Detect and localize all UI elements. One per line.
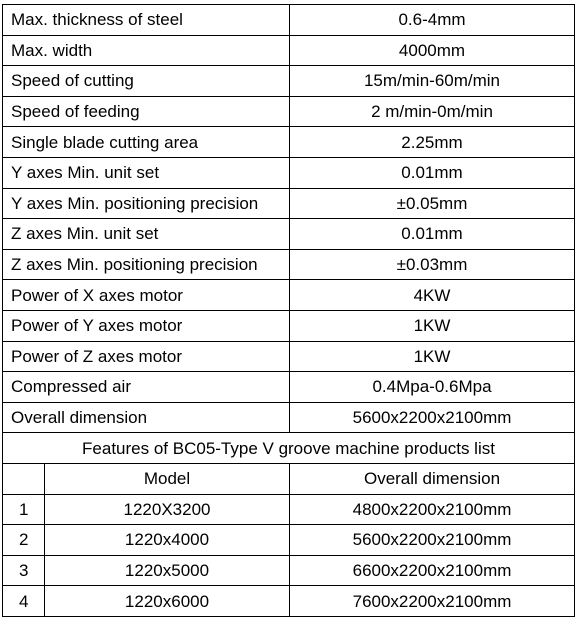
spec-value: 4KW xyxy=(290,280,575,311)
spec-label: Overall dimension xyxy=(3,402,290,433)
products-caption: Features of BC05-Type V groove machine products list xyxy=(3,433,575,464)
spec-label: Z axes Min. positioning precision xyxy=(3,249,290,280)
dimension-cell: 6600x2200x2100mm xyxy=(290,555,575,586)
dimension-column-header: Overall dimension xyxy=(290,463,575,494)
spec-value: 0.4Mpa-0.6Mpa xyxy=(290,372,575,403)
table-row xyxy=(3,525,575,556)
spec-label: Y axes Min. positioning precision xyxy=(3,188,290,219)
spec-value: 1KW xyxy=(290,341,575,372)
dimension-cell: 4800x2200x2100mm xyxy=(290,494,575,525)
spec-row xyxy=(3,249,575,280)
spec-row xyxy=(3,127,575,158)
spec-label: Max. thickness of steel xyxy=(3,5,290,36)
spec-label: Power of X axes motor xyxy=(3,280,290,311)
index-header-cell xyxy=(3,463,45,494)
row-number: 2 xyxy=(3,525,45,556)
spec-label: Y axes Min. unit set xyxy=(3,157,290,188)
table-row xyxy=(3,494,575,525)
spec-value: 5600x2200x2100mm xyxy=(290,402,575,433)
table-row xyxy=(3,586,575,617)
spec-value: 4000mm xyxy=(290,35,575,66)
spec-label: Power of Z axes motor xyxy=(3,341,290,372)
spec-row xyxy=(3,35,575,66)
spec-row xyxy=(3,96,575,127)
spec-row xyxy=(3,341,575,372)
products-header-row xyxy=(3,463,575,494)
dimension-cell: 7600x2200x2100mm xyxy=(290,586,575,617)
spec-value: 2.25mm xyxy=(290,127,575,158)
spec-value: 1KW xyxy=(290,310,575,341)
spec-label: Max. width xyxy=(3,35,290,66)
spec-value: ±0.05mm xyxy=(290,188,575,219)
row-number: 3 xyxy=(3,555,45,586)
spec-value: ±0.03mm xyxy=(290,249,575,280)
spec-row xyxy=(3,157,575,188)
spec-label: Speed of feeding xyxy=(3,96,290,127)
spec-value: 0.01mm xyxy=(290,157,575,188)
spec-value: 0.01mm xyxy=(290,219,575,250)
model-column-header: Model xyxy=(45,463,290,494)
products-caption-row xyxy=(3,433,575,464)
spec-label: Speed of cutting xyxy=(3,66,290,97)
model-cell: 1220X3200 xyxy=(45,494,290,525)
model-cell: 1220x6000 xyxy=(45,586,290,617)
spec-label: Single blade cutting area xyxy=(3,127,290,158)
dimension-cell: 5600x2200x2100mm xyxy=(290,525,575,556)
spec-row xyxy=(3,66,575,97)
model-cell: 1220x4000 xyxy=(45,525,290,556)
machine-spec-table xyxy=(2,4,575,617)
spec-row xyxy=(3,188,575,219)
spec-row xyxy=(3,372,575,403)
spec-row xyxy=(3,219,575,250)
row-number: 4 xyxy=(3,586,45,617)
table-row xyxy=(3,555,575,586)
spec-row xyxy=(3,402,575,433)
spec-label: Compressed air xyxy=(3,372,290,403)
spec-row xyxy=(3,280,575,311)
row-number: 1 xyxy=(3,494,45,525)
spec-label: Z axes Min. unit set xyxy=(3,219,290,250)
spec-row xyxy=(3,5,575,36)
spec-label: Power of Y axes motor xyxy=(3,310,290,341)
spec-value: 0.6-4mm xyxy=(290,5,575,36)
spec-value: 15m/min-60m/min xyxy=(290,66,575,97)
model-cell: 1220x5000 xyxy=(45,555,290,586)
spec-row xyxy=(3,310,575,341)
spec-value: 2 m/min-0m/min xyxy=(290,96,575,127)
